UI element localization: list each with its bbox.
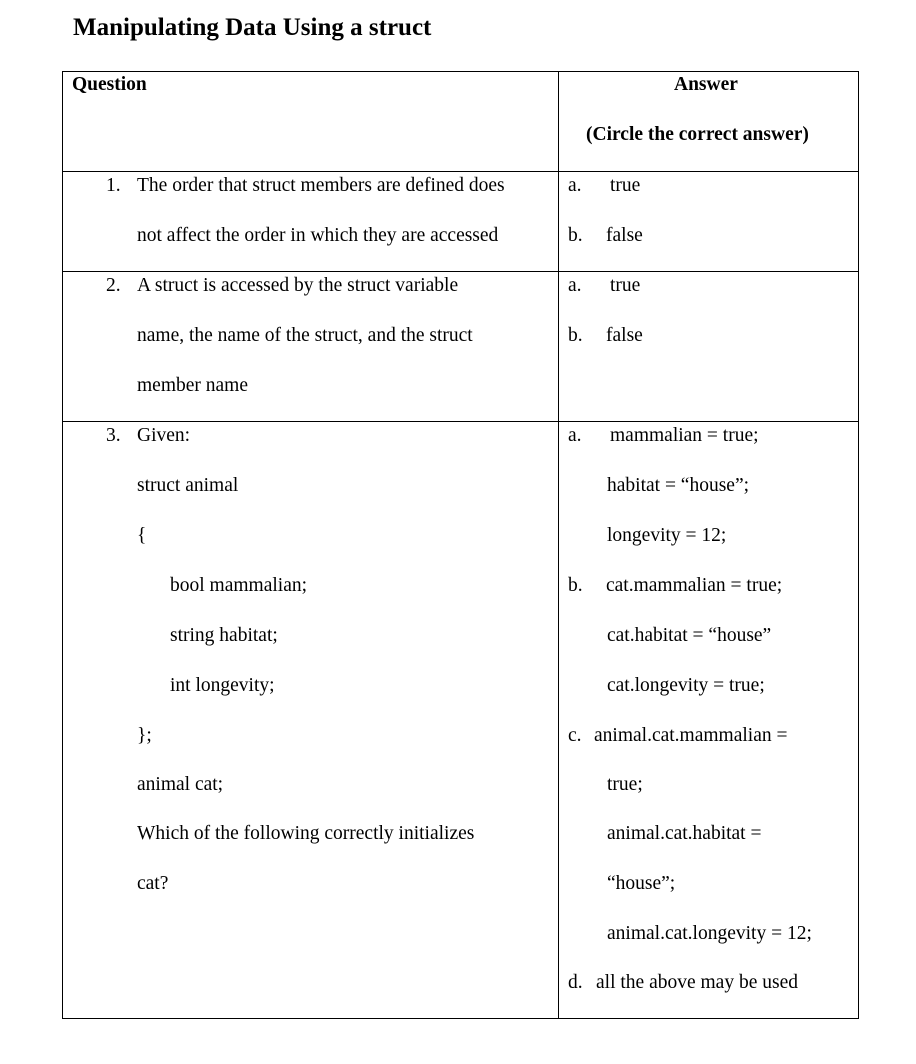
question-text-line: member name (137, 375, 248, 396)
answer-note: (Circle the correct answer) (586, 124, 809, 145)
option-c-text[interactable]: “house”; (607, 873, 676, 894)
question-header: Question (72, 74, 147, 95)
option-b-text[interactable]: cat.mammalian = true; (606, 575, 783, 596)
option-letter: b. (568, 575, 583, 596)
question-table (62, 71, 859, 1019)
code-line: animal cat; (137, 774, 224, 795)
option-letter: a. (568, 275, 582, 296)
option-letter: d. (568, 972, 583, 993)
option-c-text[interactable]: animal.cat.habitat = (607, 823, 762, 844)
row-divider-2 (62, 421, 859, 422)
option-c-text[interactable]: animal.cat.longevity = 12; (607, 923, 812, 944)
option-d-text[interactable]: all the above may be used (596, 972, 798, 993)
option-b-text[interactable]: cat.longevity = true; (607, 675, 765, 696)
option-letter: b. (568, 325, 583, 346)
option-b-text[interactable]: cat.habitat = “house” (607, 625, 772, 646)
question-text-line: The order that struct members are defined does (137, 175, 505, 196)
page-title: Manipulating Data Using a struct (73, 14, 432, 41)
option-b-text[interactable]: false (606, 225, 643, 246)
question-number: 2. (106, 275, 121, 296)
question-text-line: cat? (137, 873, 169, 894)
option-c-text[interactable]: animal.cat.mammalian = (594, 725, 788, 746)
option-a-text[interactable]: mammalian = true; (610, 425, 759, 446)
option-c-text[interactable]: true; (607, 774, 643, 795)
option-letter: b. (568, 225, 583, 246)
row-divider-1 (62, 271, 859, 272)
header-divider (62, 171, 859, 172)
question-text-line: Given: (137, 425, 191, 446)
question-number: 1. (106, 175, 121, 196)
option-a-text[interactable]: true (610, 275, 641, 296)
option-letter: c. (568, 725, 582, 746)
option-a-text[interactable]: longevity = 12; (607, 525, 727, 546)
code-line: string habitat; (170, 625, 278, 646)
question-text-line: A struct is accessed by the struct variable (137, 275, 459, 296)
answer-header: Answer (674, 74, 738, 95)
option-letter: a. (568, 425, 582, 446)
option-a-text[interactable]: habitat = “house”; (607, 475, 750, 496)
code-line: int longevity; (170, 675, 275, 696)
question-text-line: name, the name of the struct, and the struct (137, 325, 473, 346)
code-line: bool mammalian; (170, 575, 308, 596)
code-line: struct animal (137, 475, 239, 496)
option-a-text[interactable]: true (610, 175, 641, 196)
option-letter: a. (568, 175, 582, 196)
question-text-line: not affect the order in which they are accessed (137, 225, 499, 246)
question-number: 3. (106, 425, 121, 446)
code-line: { (137, 525, 147, 546)
column-divider (558, 71, 559, 1019)
question-text-line: Which of the following correctly initializes (137, 823, 475, 844)
option-b-text[interactable]: false (606, 325, 643, 346)
code-line: }; (137, 725, 152, 746)
